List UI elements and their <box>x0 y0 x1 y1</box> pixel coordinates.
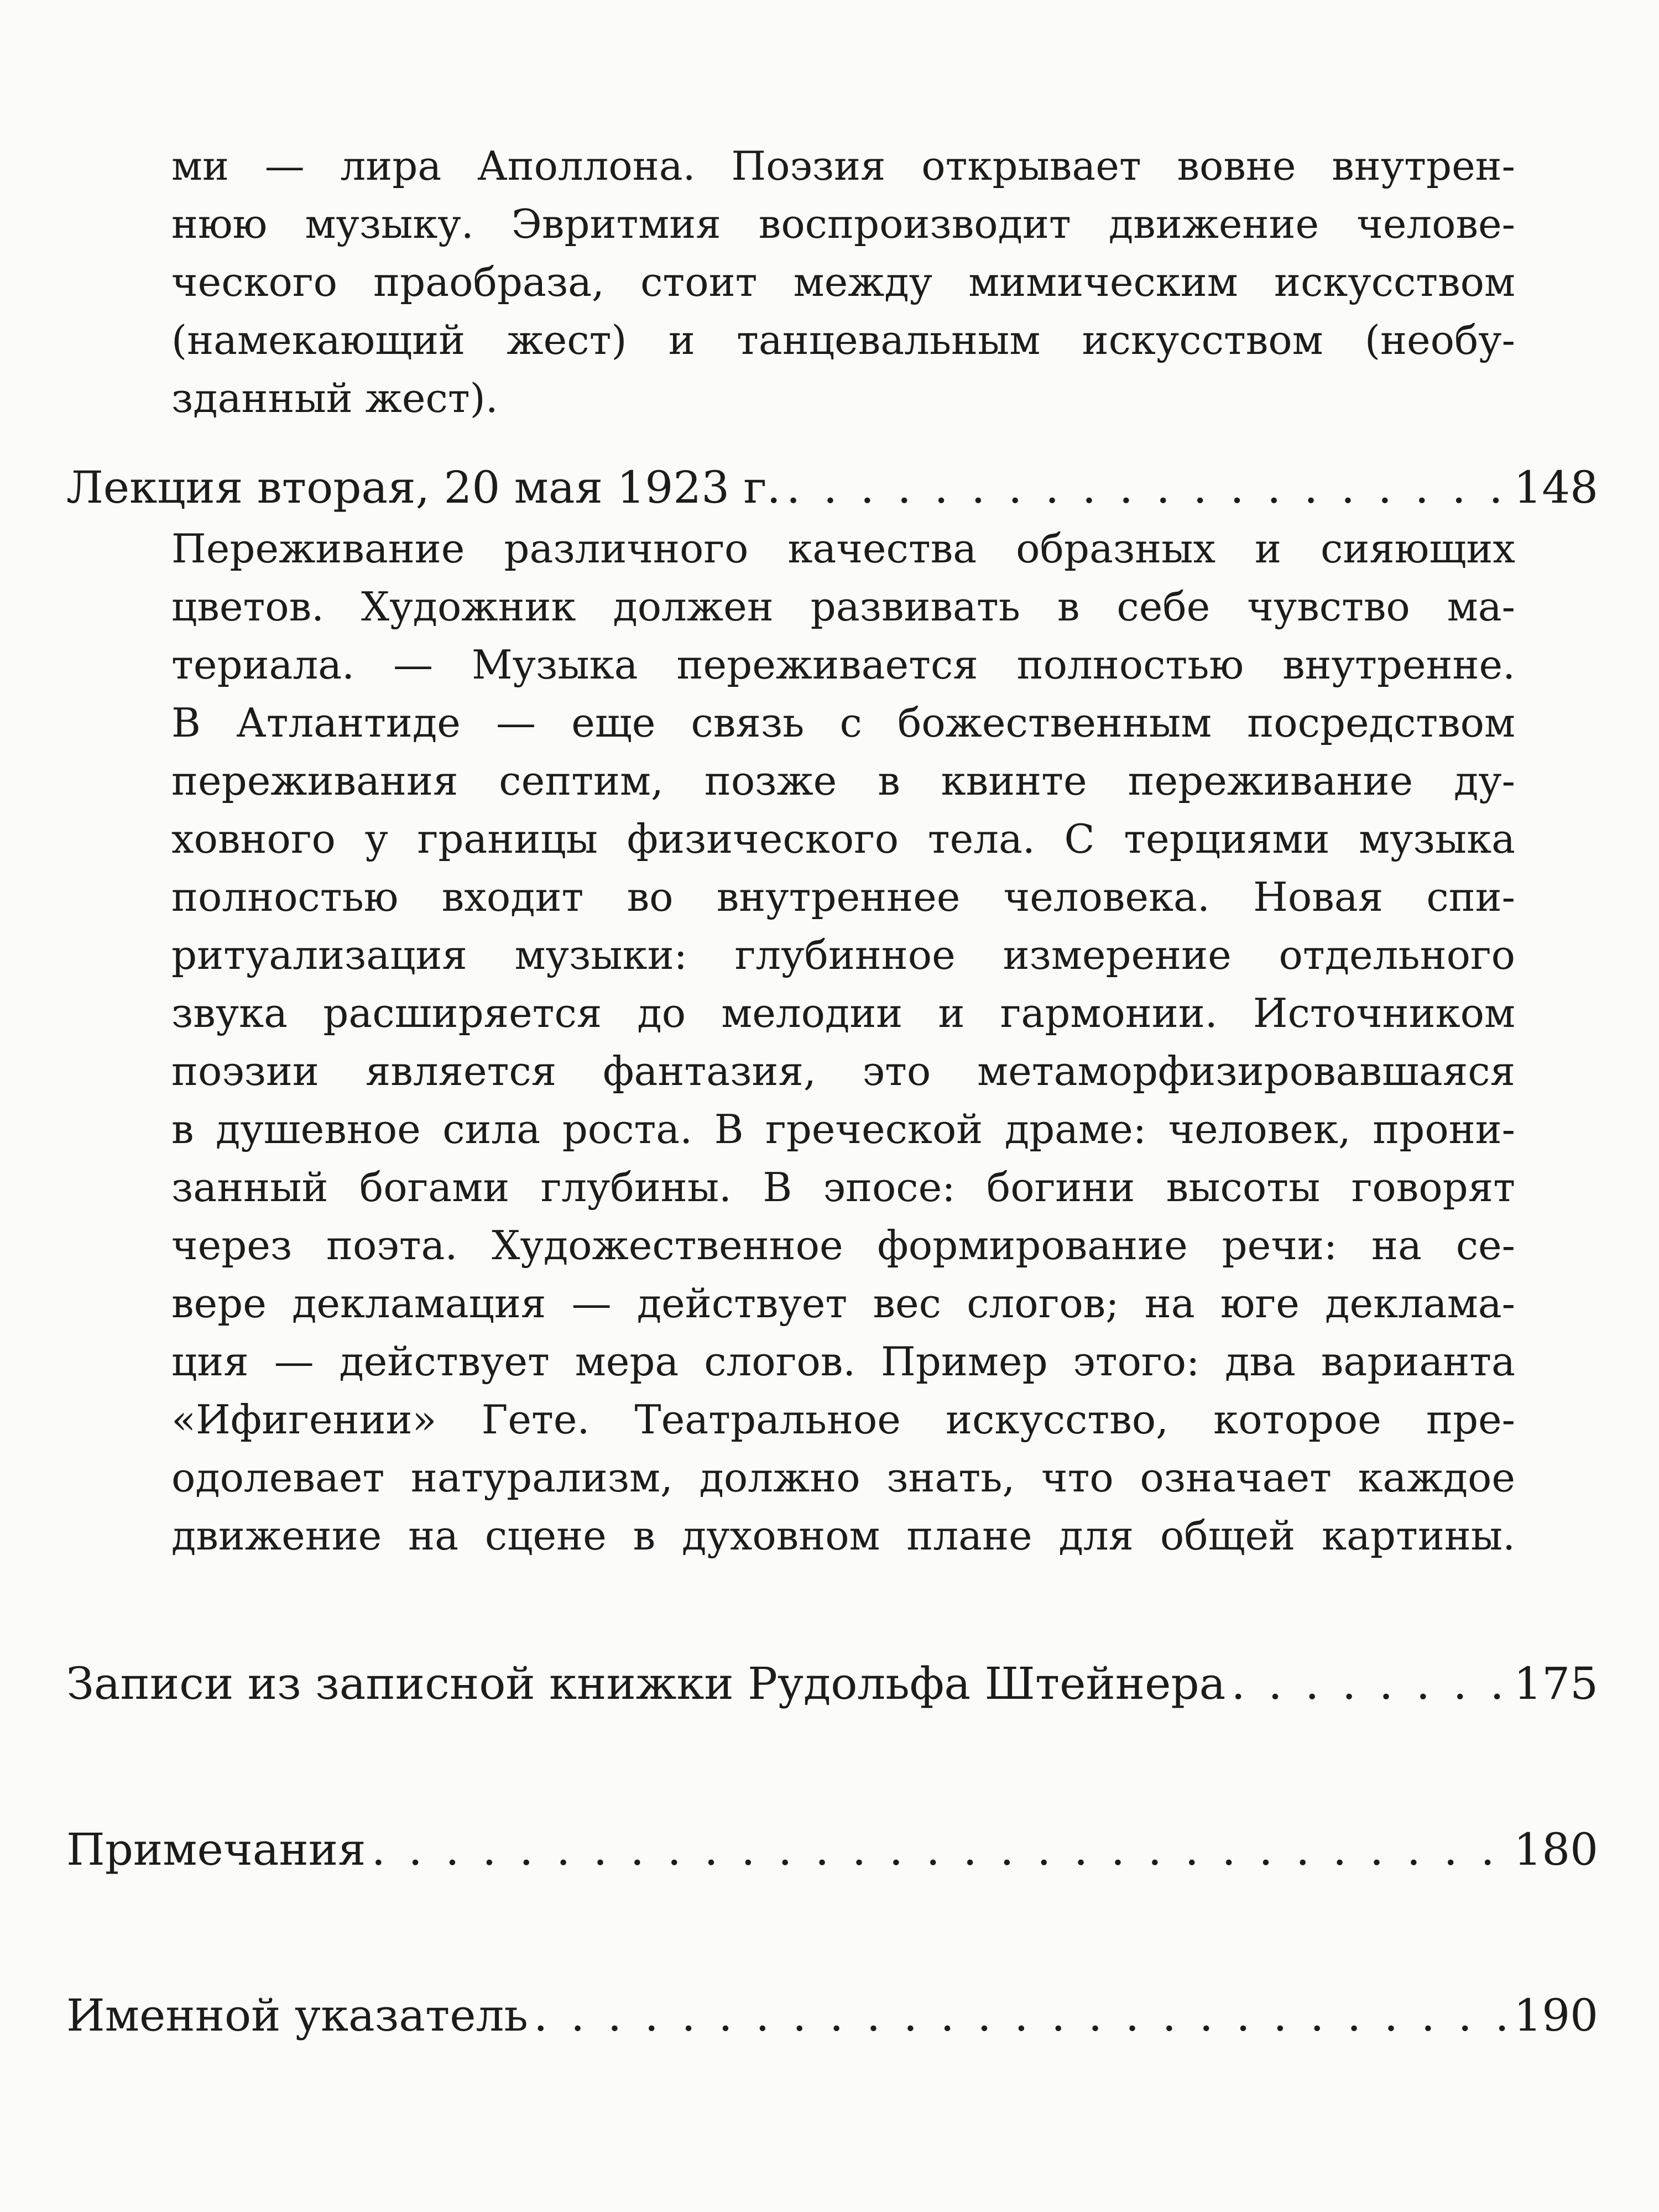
text-line: зданный жест). <box>171 375 498 421</box>
text-line: движение на сцене в духовном плане для общей картины. <box>171 1512 1515 1559</box>
text-line: в душевное сила роста. В греческой драме: человек, прони- <box>171 1106 1515 1152</box>
paragraph-lecture-2 <box>171 520 1515 1565</box>
toc-entry-steiner-notes <box>66 1656 1598 1712</box>
text-line: ми — лира Аполлона. Поэзия открывает вовне внутрен- <box>171 143 1515 189</box>
text-line: териала. — Музыка переживается полностью внутренне. <box>171 641 1515 688</box>
text-line: полностью входит во внутреннее человека. Новая спи- <box>171 874 1515 920</box>
text-line: цветов. Художник должен развивать в себе чувство ма- <box>171 583 1515 630</box>
text-line: переживания септим, позже в квинте переживание ду- <box>171 758 1515 804</box>
text-line: через поэта. Художественное формирование речи: на се- <box>171 1222 1515 1269</box>
text-line: ция — действует мера слогов. Пример этого: два варианта <box>171 1338 1515 1385</box>
toc-page-number: 190 <box>1514 1990 1598 2041</box>
text-line: нюю музыку. Эвритмия воспроизводит движение челове- <box>171 201 1515 247</box>
text-line: ховного у границы физического тела. С терциями музыка <box>171 816 1515 862</box>
text-line: В Атлантиде — еще связь с божественным посредством <box>171 700 1515 746</box>
toc-entry-index <box>66 1988 1598 2043</box>
text-line: «Ифигении» Гете. Театральное искусство, которое пре- <box>171 1396 1515 1443</box>
text-line: Переживание различного качества образных и сияющих <box>171 525 1515 572</box>
toc-entry-title: Именной указатель <box>66 1990 528 2041</box>
toc-entry-title: Лекция вторая, 20 мая 1923 г. <box>66 462 781 513</box>
toc-page-number: 148 <box>1514 462 1598 513</box>
toc-leader-dots <box>534 1988 1508 2043</box>
toc-entry-lecture-2 <box>66 460 1598 515</box>
toc-leader-dots <box>372 1822 1509 1877</box>
toc-entry-title: Примечания <box>66 1824 366 1875</box>
text-line: занный богами глубины. В эпосе: богини высоты говорят <box>171 1164 1515 1211</box>
paragraph-top <box>171 137 1515 427</box>
text-line: (намекающий жест) и танцевальным искусством (необу- <box>171 317 1515 363</box>
toc-entry-remarks <box>66 1822 1598 1877</box>
toc-page-number: 180 <box>1514 1824 1598 1875</box>
text-line: ритуализация музыки: глубинное измерение отдельного <box>171 932 1515 978</box>
text-line: вере декламация — действует вес слогов; на юге деклама- <box>171 1280 1515 1327</box>
text-line: звука расширяется до мелодии и гармонии. Источником <box>171 990 1515 1036</box>
toc-leader-dots <box>786 460 1508 515</box>
text-line: одолевает натурализм, должно знать, что означает каждое <box>171 1454 1515 1501</box>
toc-leader-dots <box>1231 1656 1508 1712</box>
toc-page-number: 175 <box>1514 1658 1598 1709</box>
text-line: ческого праобраза, стоит между мимическим искусством <box>171 259 1515 305</box>
text-line: поэзии является фантазия, это метаморфизировавшаяся <box>171 1048 1515 1094</box>
toc-entry-title: Записи из записной книжки Рудольфа Штейнера <box>66 1658 1226 1709</box>
